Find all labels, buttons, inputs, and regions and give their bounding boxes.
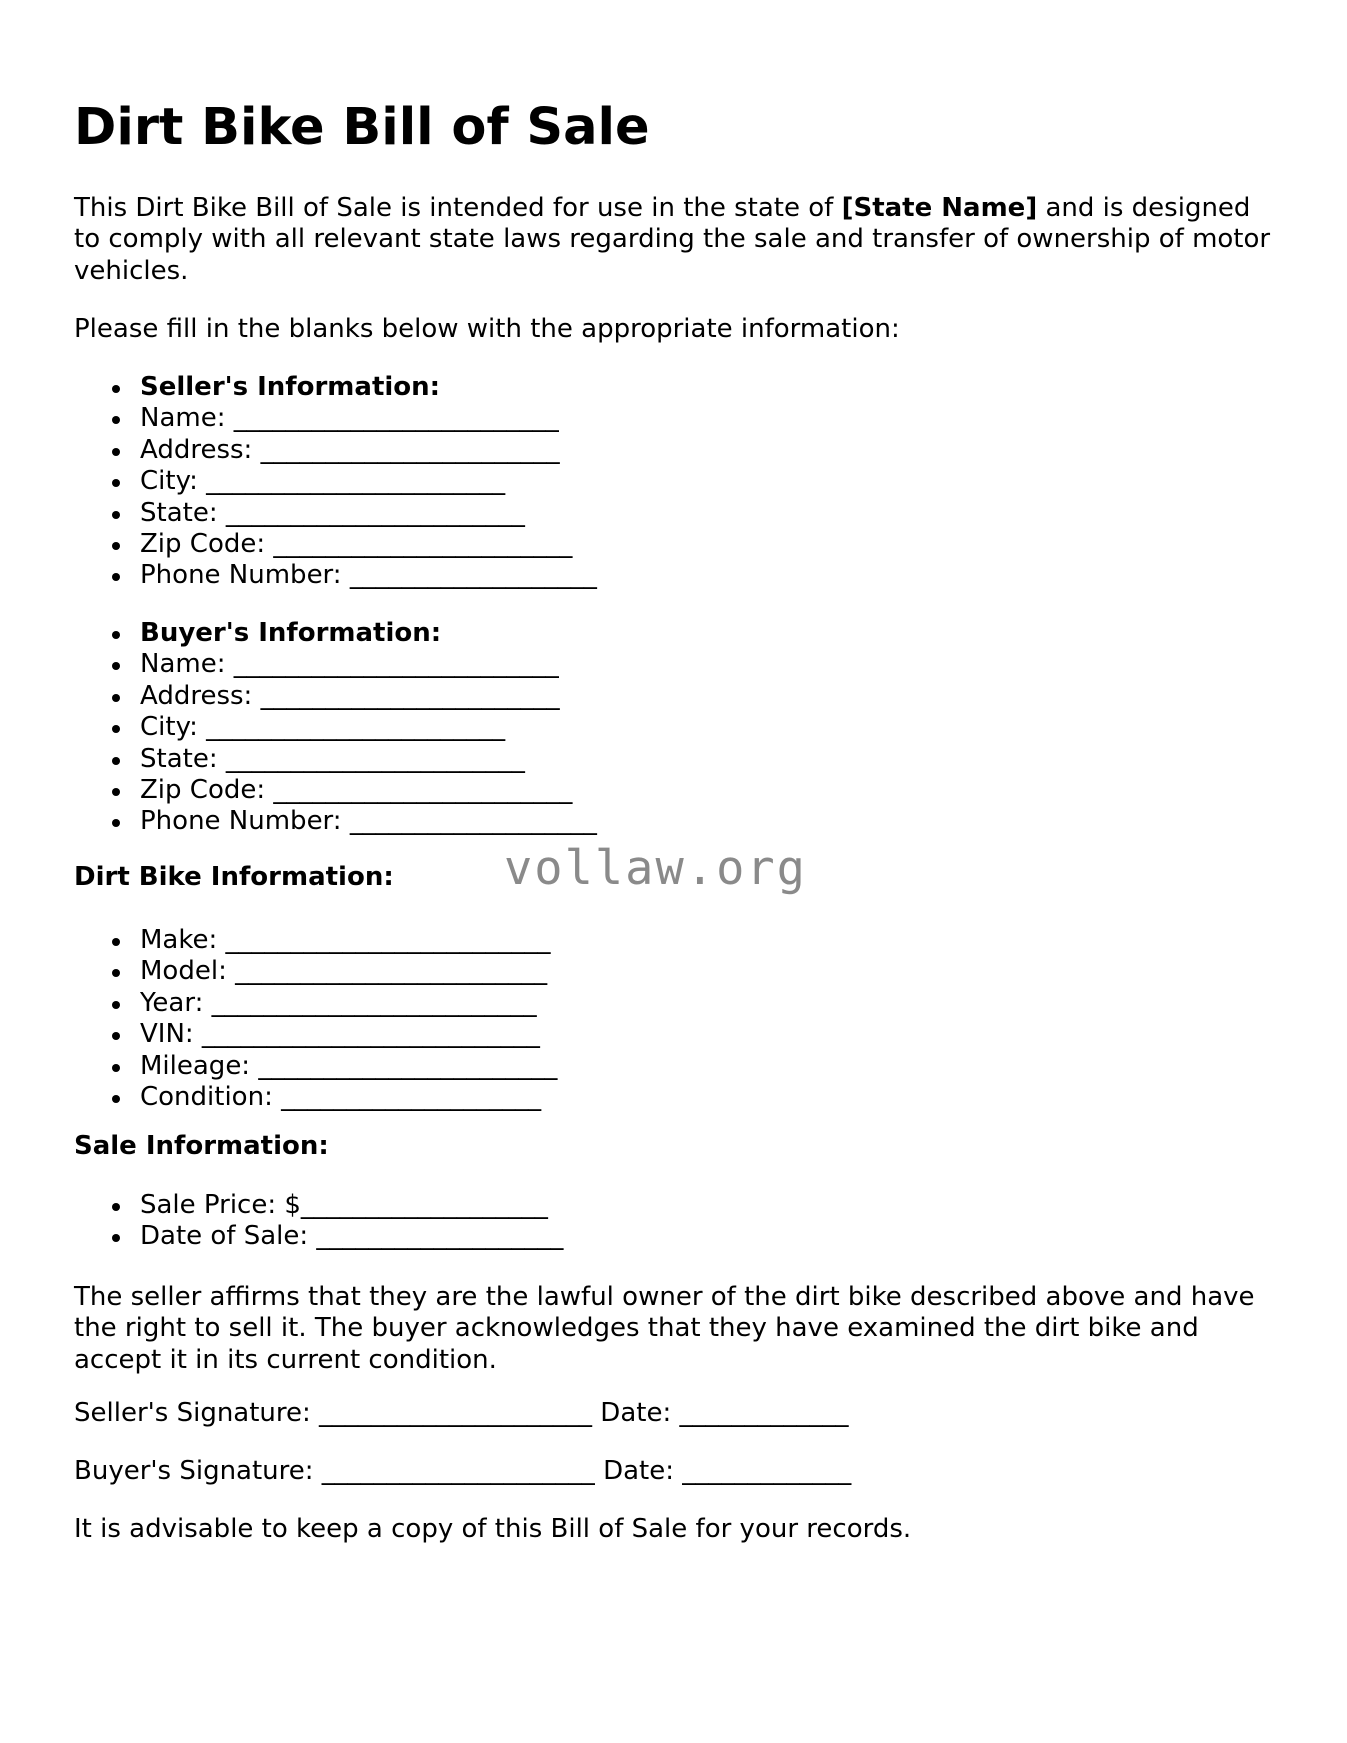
buyer-city-field: City: _______________________ <box>74 712 597 743</box>
sale-date-field: Date of Sale: ___________________ <box>74 1221 563 1252</box>
instructions-text: Please fill in the blanks below with the appropriate information: <box>74 314 900 344</box>
seller-phone-field: Phone Number: ___________________ <box>74 560 597 591</box>
document-title: Dirt Bike Bill of Sale <box>74 98 650 157</box>
bike-mileage-field: Mileage: _______________________ <box>74 1051 557 1082</box>
seller-info-heading: Seller's Information: <box>74 372 597 403</box>
buyer-phone-field: Phone Number: ___________________ <box>74 806 597 837</box>
buyer-name-field: Name: _________________________ <box>74 649 597 680</box>
bike-year-field: Year: _________________________ <box>74 988 557 1019</box>
seller-address-field: Address: _______________________ <box>74 435 597 466</box>
advisory-text: It is advisable to keep a copy of this Bill of Sale for your records. <box>74 1514 912 1544</box>
sale-info-list <box>74 1190 563 1253</box>
bike-vin-field: VIN: __________________________ <box>74 1019 557 1050</box>
bike-make-field: Make: _________________________ <box>74 925 557 956</box>
bike-info-list <box>74 925 557 1113</box>
buyer-info-list <box>74 618 597 838</box>
sale-price-field: Sale Price: $___________________ <box>74 1190 563 1221</box>
bike-info-heading: Dirt Bike Information: <box>74 862 394 892</box>
seller-name-field: Name: _________________________ <box>74 403 597 434</box>
state-name-placeholder: [State Name] <box>841 193 1038 223</box>
affirmation-paragraph: The seller affirms that they are the lawful owner of the dirt bike described above and have the right to sell it. The buyer acknowledges that they have examined the dirt bike and accept it in its current condition. <box>74 1282 1255 1375</box>
buyer-state-field: State: _______________________ <box>74 744 597 775</box>
buyer-zip-field: Zip Code: _______________________ <box>74 775 597 806</box>
buyer-address-field: Address: _______________________ <box>74 681 597 712</box>
intro-text-before: This Dirt Bike Bill of Sale is intended for use in the state of <box>74 193 842 223</box>
seller-state-field: State: _______________________ <box>74 498 597 529</box>
bike-condition-field: Condition: ____________________ <box>74 1082 557 1113</box>
seller-info-list <box>74 372 597 592</box>
buyer-signature-line: Buyer's Signature: _____________________ Date: _____________ <box>74 1456 852 1486</box>
watermark-text: vollaw.org <box>504 841 807 896</box>
seller-city-field: City: _______________________ <box>74 466 597 497</box>
intro-paragraph <box>74 193 1284 287</box>
sale-info-heading: Sale Information: <box>74 1131 329 1161</box>
seller-zip-field: Zip Code: _______________________ <box>74 529 597 560</box>
bike-model-field: Model: ________________________ <box>74 956 557 987</box>
intro-text-after: and is designed to comply with all relevant state laws regarding the sale and transfer of ownership of motor vehicles. <box>74 193 1271 286</box>
seller-signature-line: Seller's Signature: _____________________ Date: _____________ <box>74 1398 849 1428</box>
buyer-info-heading: Buyer's Information: <box>74 618 597 649</box>
